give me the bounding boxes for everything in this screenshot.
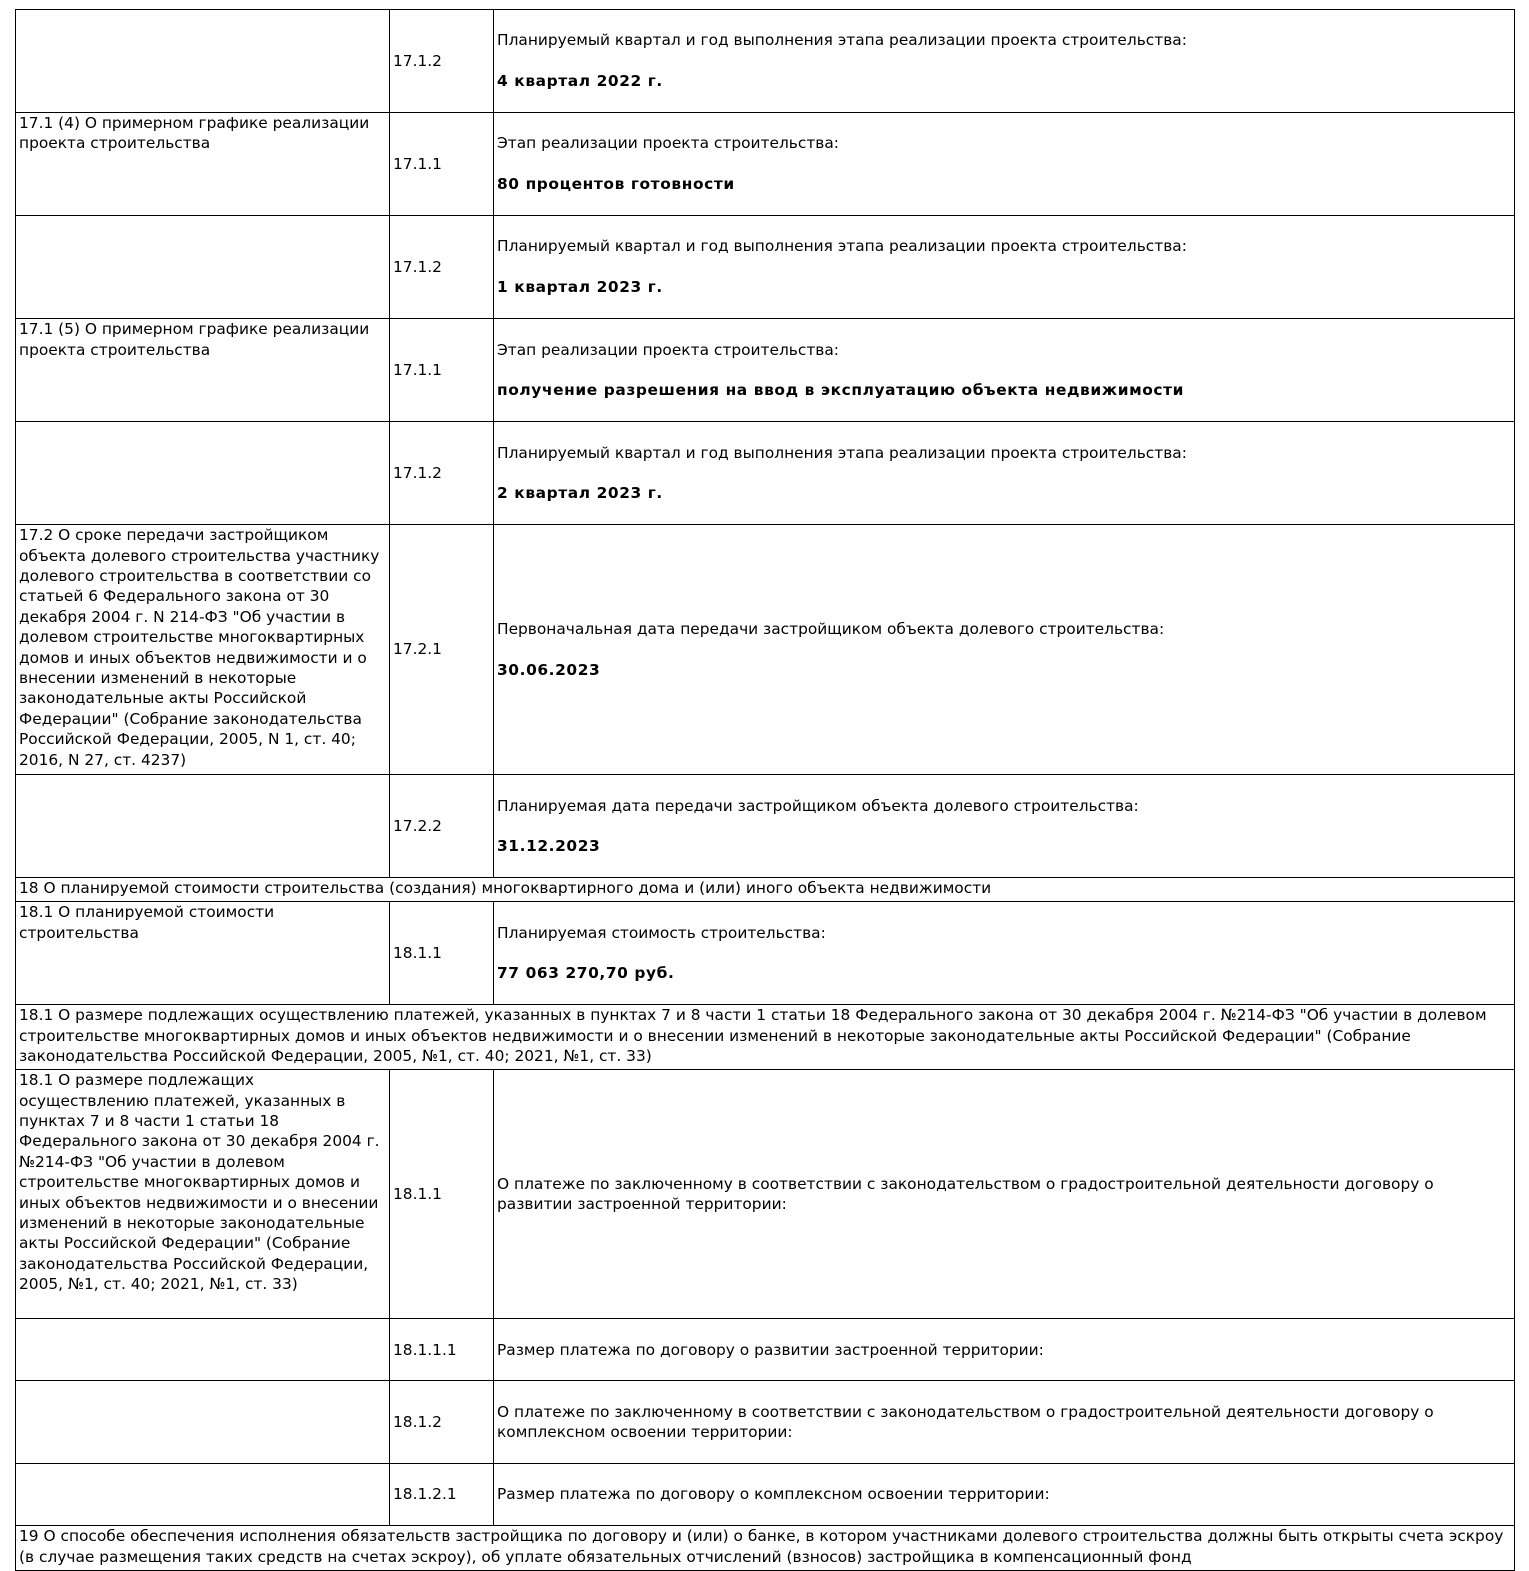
item-content: [494, 10, 1515, 113]
table-row: [16, 525, 1515, 775]
section-heading: 18 О планируемой стоимости строительства (создания) многоквартирного дома и (или) иного объекта недвижимости: [16, 878, 1515, 902]
item-code: 18.1.1.1: [390, 1319, 494, 1381]
section-cell: [16, 422, 390, 525]
table-row: [16, 422, 1515, 525]
table-row: [16, 775, 1515, 878]
item-content: [494, 422, 1515, 525]
item-content: [494, 113, 1515, 216]
item-code: 18.1.2.1: [390, 1464, 494, 1526]
table-row: [16, 1070, 1515, 1319]
table-row: [16, 319, 1515, 422]
section-cell: 18.1 О планируемой стоимости строительства: [16, 902, 390, 1005]
section-cell: [16, 1464, 390, 1526]
item-label: Этап реализации проекта строительства:: [497, 134, 839, 153]
table-row: [16, 113, 1515, 216]
item-content: [494, 525, 1515, 775]
item-label: Планируемый квартал и год выполнения этапа реализации проекта строительства:: [497, 31, 1187, 50]
item-code: 18.1.1: [390, 902, 494, 1005]
table-row: [16, 902, 1515, 1005]
section-cell: [16, 216, 390, 319]
item-code: 17.1.2: [390, 422, 494, 525]
item-content: [494, 1381, 1515, 1464]
section-cell: [16, 775, 390, 878]
item-value: 77 063 270,70 руб.: [497, 964, 675, 983]
section-cell: [16, 1319, 390, 1381]
item-label: Этап реализации проекта строительства:: [497, 340, 839, 359]
item-code: 18.1.1: [390, 1070, 494, 1319]
item-content: [494, 1464, 1515, 1526]
table-row: [16, 10, 1515, 113]
item-value: 80 процентов готовности: [497, 175, 735, 194]
item-label: Планируемая дата передачи застройщиком объекта долевого строительства:: [497, 796, 1139, 815]
item-content: [494, 902, 1515, 1005]
item-code: 17.1.1: [390, 113, 494, 216]
item-content: [494, 775, 1515, 878]
item-content: [494, 216, 1515, 319]
section-heading: 19 О способе обеспечения исполнения обязательств застройщика по договору и (или) о банке, в котором участниками долевого строительства должны быть открыты счета эскроу (в случае размещения таких средств на счетах эскроу), об уплате обязательных отчислений (взносов) застройщика в компенсационный фонд: [16, 1526, 1515, 1571]
item-value: получение разрешения на ввод в эксплуатацию объекта недвижимости: [497, 381, 1185, 400]
table-row: [16, 1464, 1515, 1526]
item-content: [494, 1070, 1515, 1319]
item-code: 17.1.2: [390, 216, 494, 319]
item-label: Планируемый квартал и год выполнения этапа реализации проекта строительства:: [497, 443, 1187, 462]
section-header-row: [16, 1005, 1515, 1070]
item-code: 18.1.2: [390, 1381, 494, 1464]
item-label: О платеже по заключенному в соответствии с законодательством о градостроительной деятельности договору о развитии застроенной территории:: [497, 1174, 1434, 1214]
item-value: 4 квартал 2022 г.: [497, 72, 663, 91]
item-value: 30.06.2023: [497, 660, 601, 679]
section-header-row: [16, 1526, 1515, 1571]
item-code: 17.1.2: [390, 10, 494, 113]
table-row: [16, 216, 1515, 319]
item-code: 17.2.1: [390, 525, 494, 775]
section-cell: 17.1 (4) О примерном графике реализации проекта строительства: [16, 113, 390, 216]
item-code: 17.2.2: [390, 775, 494, 878]
section-header-row: [16, 878, 1515, 902]
section-cell: [16, 1381, 390, 1464]
item-label: Первоначальная дата передачи застройщиком объекта долевого строительства:: [497, 620, 1165, 639]
item-content: [494, 319, 1515, 422]
item-value: 1 квартал 2023 г.: [497, 278, 663, 297]
section-heading: 18.1 О размере подлежащих осуществлению платежей, указанных в пунктах 7 и 8 части 1 статьи 18 Федерального закона от 30 декабря 2004 г. №214-ФЗ "Об участии в долевом строительстве многоквартирных домов и иных объектов недвижимости и о внесении изменений в некоторые законодательные акты Российской Федерации" (Собрание законодательства Российской Федерации, 2005, №1, ст. 40; 2021, №1, ст. 33): [16, 1005, 1515, 1070]
item-label: Планируемый квартал и год выполнения этапа реализации проекта строительства:: [497, 237, 1187, 256]
item-value: 31.12.2023: [497, 837, 601, 856]
item-code: 17.1.1: [390, 319, 494, 422]
section-cell: 17.1 (5) О примерном графике реализации проекта строительства: [16, 319, 390, 422]
item-label: Размер платежа по договору о развитии застроенной территории:: [497, 1340, 1044, 1359]
section-cell: 17.2 О сроке передачи застройщиком объекта долевого строительства участнику долевого строительства в соответствии со статьей 6 Федерального закона от 30 декабря 2004 г. N 214-ФЗ "Об участии в долевом строительстве многоквартирных домов и иных объектов недвижимости и о внесении изменений в некоторые законодательные акты Российской Федерации" (Собрание законодательства Российской Федерации, 2005, N 1, ст. 40; 2016, N 27, ст. 4237): [16, 525, 390, 775]
table-row: [16, 1319, 1515, 1381]
declaration-table: [15, 9, 1515, 1571]
item-content: [494, 1319, 1515, 1381]
section-cell: 18.1 О размере подлежащих осуществлению платежей, указанных в пунктах 7 и 8 части 1 статьи 18 Федерального закона от 30 декабря 2004 г. №214-ФЗ "Об участии в долевом строительстве многоквартирных домов и иных объектов недвижимости и о внесении изменений в некоторые законодательные акты Российской Федерации" (Собрание законодательства Российской Федерации, 2005, №1, ст. 40; 2021, №1, ст. 33): [16, 1070, 390, 1319]
section-cell: [16, 10, 390, 113]
item-label: Размер платежа по договору о комплексном освоении территории:: [497, 1485, 1050, 1504]
item-label: О платеже по заключенному в соответствии с законодательством о градостроительной деятельности договору о комплексном освоении территории:: [497, 1402, 1434, 1442]
item-label: Планируемая стоимость строительства:: [497, 923, 826, 942]
table-row: [16, 1381, 1515, 1464]
item-value: 2 квартал 2023 г.: [497, 484, 663, 503]
